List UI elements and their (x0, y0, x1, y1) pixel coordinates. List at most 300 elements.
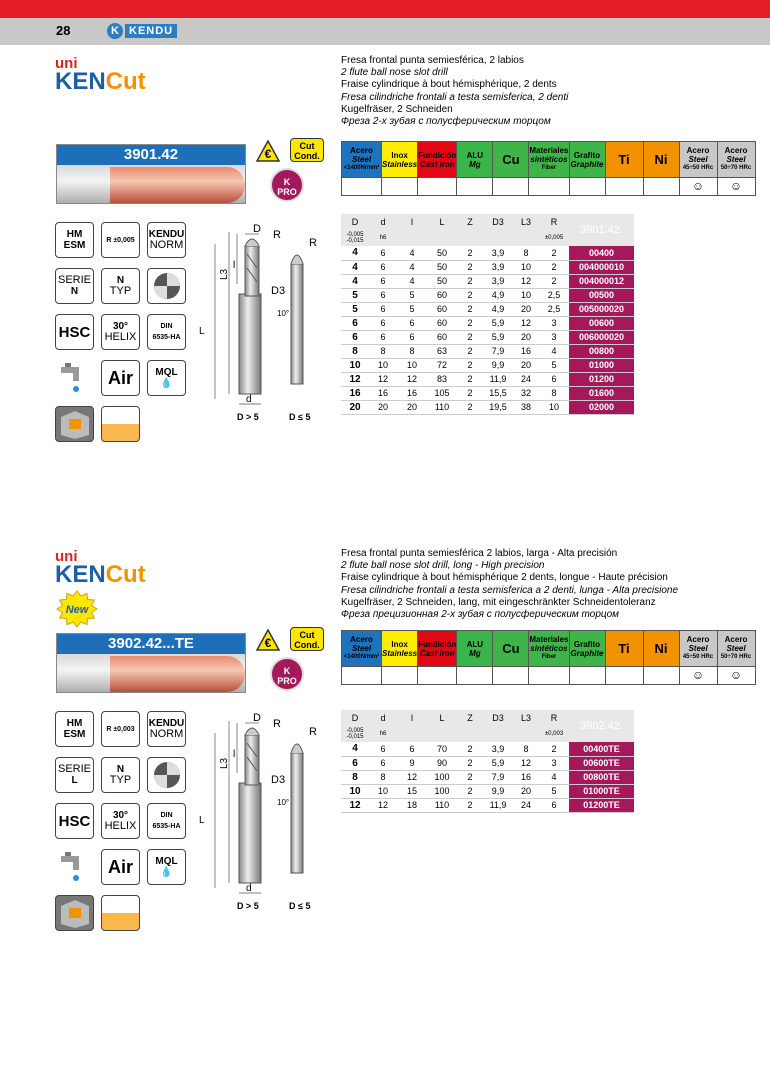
mql-icon-text: MQL (155, 856, 178, 867)
tolerance-d (341, 726, 369, 742)
tol-d-lower: -0,015 (346, 734, 364, 740)
dim-value: 10 (397, 358, 427, 372)
hm-esm-icon (55, 711, 94, 747)
svg-text:D: D (253, 224, 261, 235)
dim-header-d: d (369, 214, 397, 230)
radius-tolerance-icon-text: R ±0,005 (106, 236, 135, 244)
material-subname: Cast iron (419, 159, 455, 169)
svg-text:D ≤ 5: D ≤ 5 (289, 412, 311, 422)
svg-text:L: L (199, 815, 205, 826)
description-line: 2 flute ball nose slot drill (341, 67, 448, 79)
dim-value: 90 (427, 756, 457, 770)
suitability-cell (382, 667, 418, 685)
helix-icon-text: HELIX (104, 331, 137, 343)
workpiece-icon (55, 895, 94, 931)
hm-esm-icon-text: ESM (63, 240, 86, 251)
finish-level-icon (101, 406, 140, 442)
dim-value: 72 (427, 358, 457, 372)
dim-value: 6 (539, 798, 569, 812)
article-code[interactable]: 01200 (569, 372, 634, 386)
article-code[interactable]: 00600 (569, 316, 634, 330)
table-row (341, 316, 634, 330)
material-name: Acero (724, 635, 748, 644)
hm-esm-icon (55, 222, 94, 258)
material-cell (342, 142, 382, 178)
kendu-norm-icon-text: KENDU (148, 229, 185, 240)
material-cell (529, 631, 569, 667)
dim-value: 6 (369, 330, 397, 344)
dim-value: 2,5 (539, 302, 569, 316)
suitability-row (342, 178, 756, 196)
dim-value: 15,5 (483, 386, 513, 400)
material-name: Inox (391, 639, 408, 649)
tool-tip-coating (110, 656, 245, 692)
typ-icon-text: TYP (109, 774, 132, 786)
material-name: Ni (654, 152, 668, 167)
dim-header-d3: D3 (483, 214, 513, 230)
dim-header-r: R (539, 214, 569, 230)
din-icon-text: 6535-HA (152, 823, 181, 830)
finish-level-icon (101, 895, 140, 931)
kendu-logo-text: KENDU (125, 24, 177, 38)
dim-value: 2 (457, 784, 483, 798)
dim-value: 105 (427, 386, 457, 400)
dim-value: 16 (513, 344, 539, 358)
material-subname: Mg (469, 648, 481, 658)
material-name: Inox (391, 150, 408, 160)
material-cell (418, 142, 457, 178)
svg-text:L3: L3 (219, 757, 230, 769)
dim-value: 4,9 (483, 302, 513, 316)
dim-value: 3 (539, 330, 569, 344)
air-icon-text: Air (107, 367, 133, 388)
dimensions-header (341, 214, 634, 246)
dim-value: 100 (427, 784, 457, 798)
dim-value: 6 (369, 756, 397, 770)
table-code-header: 3901.42. (569, 214, 634, 246)
euro-price-icon (256, 140, 280, 162)
dim-value: 2 (457, 798, 483, 812)
brand-main (55, 68, 146, 95)
brand-unikencut (55, 550, 146, 586)
material-spec: <1400N/mm² (343, 654, 380, 660)
article-code[interactable]: 005000020 (569, 302, 634, 316)
article-code[interactable]: 00800TE (569, 770, 634, 784)
article-code[interactable]: 01200TE (569, 798, 634, 812)
tolerance-empty (513, 726, 539, 742)
table-row (341, 274, 634, 288)
svg-text:R: R (309, 726, 317, 738)
dim-value: 12 (341, 372, 369, 386)
dim-value: 20 (513, 358, 539, 372)
tol-d-upper: -0,005 (346, 728, 364, 734)
material-spec: 50÷70 HRc (720, 654, 752, 660)
typ-icon-text: N (116, 275, 125, 286)
radius-tolerance-icon-text: R ±0,003 (106, 725, 135, 733)
mql-drop-icon: 💧 (160, 378, 173, 389)
dim-value: 63 (427, 344, 457, 358)
material-name: Fundición (418, 639, 457, 649)
material-cell (605, 142, 643, 178)
svg-text:R: R (309, 237, 317, 249)
tool-dimension-drawing (195, 713, 325, 923)
new-badge (56, 590, 98, 628)
table-row (341, 742, 634, 756)
dim-value: 20 (513, 784, 539, 798)
material-name: Grafito (573, 150, 601, 160)
dim-value: 83 (427, 372, 457, 386)
kpro-line1: K (283, 177, 291, 187)
dim-value: 16 (513, 770, 539, 784)
table-row (341, 246, 634, 260)
dimensions-body (341, 742, 634, 812)
material-cell (382, 631, 418, 667)
article-code[interactable]: 01000TE (569, 784, 634, 798)
tolerance-empty (483, 726, 513, 742)
article-code[interactable]: 006000020 (569, 330, 634, 344)
serie-icon-text: SERIE (57, 274, 91, 286)
description-line: 2 flute ball nose slot drill, long - High precision (341, 560, 545, 572)
product-section-1 (0, 52, 770, 532)
hsc-icon-text: HSC (58, 323, 91, 341)
dim-value: 4 (539, 770, 569, 784)
mql-icon-text: MQL (155, 367, 178, 378)
material-cell (457, 142, 493, 178)
kendu-norm-icon-text: NORM (149, 239, 184, 251)
suitability-cell (529, 178, 569, 196)
table-row (341, 400, 634, 414)
dim-value: 2 (457, 274, 483, 288)
kendu-logo-icon: K (107, 23, 123, 39)
suitability-cell (493, 178, 529, 196)
dim-value: 6 (369, 246, 397, 260)
svg-text:L3: L3 (219, 268, 230, 280)
dim-header-r: R (539, 710, 569, 726)
dim-value: 110 (427, 400, 457, 414)
dim-value: 4 (341, 274, 369, 288)
header-row (341, 710, 634, 726)
serie-icon (55, 268, 94, 304)
material-name: Cu (502, 641, 520, 656)
article-code[interactable]: 00400 (569, 246, 634, 260)
svg-text:L: L (199, 326, 205, 337)
description-line: Fresa cilindriche frontali a testa semisferica a 2 denti, lunga - Alta precisione (341, 584, 679, 596)
article-code[interactable]: 00600TE (569, 756, 634, 770)
hm-esm-icon-text: HM (66, 229, 83, 240)
svg-text:D3: D3 (271, 285, 286, 297)
tolerance-d (341, 230, 369, 246)
svg-text:10°: 10° (277, 309, 290, 318)
description-line: Kugelfräser, 2 Schneiden, lang, mit eingeschränkter Schneidentoleranz (341, 596, 656, 608)
hsc-icon (55, 803, 94, 839)
dim-value: 110 (427, 798, 457, 812)
dim-value: 60 (427, 302, 457, 316)
dim-header-z: Z (457, 214, 483, 230)
dim-value: 24 (513, 798, 539, 812)
article-code[interactable]: 02000 (569, 400, 634, 414)
tool-image (57, 654, 245, 693)
dim-value: 12 (513, 316, 539, 330)
tool-tip-coating (110, 167, 245, 203)
din-icon (147, 314, 186, 350)
dim-value: 2 (457, 742, 483, 756)
dim-value: 3 (539, 756, 569, 770)
product-code-box (56, 633, 246, 693)
description-line: Фреза 2-х зубая с полусферическим торцом (341, 116, 551, 128)
material-cell (605, 631, 643, 667)
table-row (341, 770, 634, 784)
dim-value: 2 (457, 330, 483, 344)
dim-value: 6 (369, 302, 397, 316)
dim-value: 12 (369, 372, 397, 386)
tol-d-lower: -0,015 (346, 238, 364, 244)
product-code: 3902.42...TE (57, 634, 245, 654)
materials-table (341, 630, 756, 685)
suitability-row (342, 667, 756, 685)
material-subname: Graphite (570, 648, 604, 658)
dim-value: 18 (397, 798, 427, 812)
material-cell (457, 631, 493, 667)
svg-text:D ≤ 5: D ≤ 5 (289, 901, 311, 911)
table-row (341, 756, 634, 770)
description-line: Fraise cylindrique à bout hémisphérique, 2 dents (341, 79, 557, 91)
tolerance-empty (397, 230, 427, 246)
dim-value: 50 (427, 260, 457, 274)
dim-value: 2 (457, 386, 483, 400)
tolerance-r: ±0,005 (539, 230, 569, 246)
radius-tolerance-icon (101, 222, 140, 258)
dim-value: 6 (341, 756, 369, 770)
material-spec: 50÷70 HRc (720, 165, 752, 171)
dim-value: 11,9 (483, 372, 513, 386)
material-subname: Graphite (570, 159, 604, 169)
material-spec: 45÷50 HRc (682, 654, 714, 660)
svg-text:D3: D3 (271, 774, 286, 786)
cut-conditions-badge[interactable] (290, 138, 324, 162)
k-pro-badge (270, 168, 304, 202)
hsc-icon (55, 314, 94, 350)
table-row (341, 798, 634, 812)
dim-value: 6 (369, 316, 397, 330)
material-name: Acero (686, 146, 710, 155)
dim-value: 50 (427, 246, 457, 260)
material-name: Acero (350, 635, 373, 644)
cut-cond-line1: Cut (299, 141, 315, 151)
material-cell (493, 631, 529, 667)
feature-icons (55, 711, 185, 951)
article-code[interactable]: 01000 (569, 358, 634, 372)
din-icon (147, 803, 186, 839)
tolerance-shank: h6 (369, 230, 397, 246)
description-line: Fraise cylindrique à bout hémisphérique 2 dents, longue - Haute précision (341, 572, 668, 584)
hm-esm-icon-text: ESM (63, 729, 86, 740)
article-code[interactable]: 01600 (569, 386, 634, 400)
typ-icon (101, 757, 140, 793)
article-code[interactable]: 004000010 (569, 260, 634, 274)
coolant-tap-icon (55, 849, 94, 885)
dimensions-body (341, 246, 634, 414)
dim-value: 4 (539, 344, 569, 358)
new-badge-text: New (65, 604, 89, 616)
suitability-cell (569, 178, 605, 196)
dim-header-l: l (397, 710, 427, 726)
dim-value: 2 (457, 358, 483, 372)
header-row (341, 214, 634, 230)
svg-text:D > 5: D > 5 (237, 412, 259, 422)
helix-icon (101, 314, 140, 350)
material-cell (529, 142, 569, 178)
cross-section-icon (147, 268, 186, 304)
description-line: Fresa cilindriche frontali a testa semisferica, 2 denti (341, 91, 569, 103)
radius-tolerance-icon (101, 711, 140, 747)
tolerance-empty (457, 726, 483, 742)
brand-uni: uni (55, 55, 78, 72)
material-spec: Fiber (541, 654, 557, 660)
dim-value: 5 (341, 288, 369, 302)
dim-value: 6 (539, 372, 569, 386)
dim-value: 6 (341, 316, 369, 330)
material-cell (717, 631, 755, 667)
material-subname: Steel (688, 155, 708, 164)
dim-value: 5 (341, 302, 369, 316)
dim-value: 100 (427, 770, 457, 784)
dim-header-l3: L3 (513, 214, 539, 230)
dim-value: 15 (397, 784, 427, 798)
helix-icon-text: 30° (112, 321, 129, 332)
suitability-cell (569, 667, 605, 685)
dim-value: 12 (397, 770, 427, 784)
dim-value: 5 (539, 358, 569, 372)
material-subname: Stainless (382, 159, 418, 169)
material-cell (679, 142, 717, 178)
dim-value: 7,9 (483, 344, 513, 358)
table-row (341, 302, 634, 316)
dim-value: 10 (369, 784, 397, 798)
dim-value: 2,5 (539, 288, 569, 302)
dim-value: 19,5 (483, 400, 513, 414)
serie-icon (55, 757, 94, 793)
dim-header-l: L (427, 214, 457, 230)
brand-uni: uni (55, 548, 78, 565)
suitability-cell: ☺ (717, 667, 755, 685)
dim-value: 12 (341, 798, 369, 812)
suitability-cell (457, 178, 493, 196)
dim-value: 5,9 (483, 756, 513, 770)
dim-value: 20 (397, 400, 427, 414)
suitability-cell (418, 667, 457, 685)
serie-icon-text: L (71, 775, 78, 786)
cut-conditions-badge[interactable] (290, 627, 324, 651)
dim-value: 8 (341, 344, 369, 358)
table-row (341, 358, 634, 372)
table-code-header: 3902.42. (569, 710, 634, 742)
material-name: ALU (466, 150, 484, 160)
kendu-norm-icon (147, 711, 186, 747)
tolerance-shank: h6 (369, 726, 397, 742)
dim-value: 8 (513, 246, 539, 260)
table-row (341, 288, 634, 302)
air-icon (101, 849, 140, 885)
dim-value: 10 (369, 358, 397, 372)
dim-value: 24 (513, 372, 539, 386)
suitability-cell: ☺ (679, 178, 717, 196)
serie-icon-text: N (70, 286, 79, 297)
dim-value: 4 (397, 260, 427, 274)
brand-main (55, 561, 146, 588)
tool-dimension-drawing (195, 224, 325, 434)
svg-text:d: d (246, 883, 252, 894)
dim-value: 10 (513, 288, 539, 302)
suitability-cell: ☺ (679, 667, 717, 685)
svg-text:D > 5: D > 5 (237, 901, 259, 911)
product-section-2 (0, 545, 770, 1025)
dim-value: 2 (539, 260, 569, 274)
material-subname: Steel (351, 155, 372, 164)
dim-value: 10 (341, 784, 369, 798)
dim-value: 6 (369, 742, 397, 756)
dim-value: 8 (397, 344, 427, 358)
dim-value: 3,9 (483, 274, 513, 288)
suitability-cell (418, 178, 457, 196)
top-red-bar (0, 0, 770, 18)
table-row (341, 784, 634, 798)
cut-cond-line2: Cond. (294, 151, 320, 161)
air-icon-text: Air (107, 856, 133, 877)
material-cell (418, 631, 457, 667)
helix-icon-text: HELIX (104, 820, 137, 832)
brand-unikencut (55, 57, 146, 93)
tol-d-upper: -0,005 (346, 232, 364, 238)
suitability-cell (342, 667, 382, 685)
description-line: Fresa frontal punta semiesférica 2 labios, larga - Alta precisión (341, 548, 618, 559)
article-code[interactable]: 00500 (569, 288, 634, 302)
dim-value: 5,9 (483, 330, 513, 344)
dim-header-d3: D3 (483, 710, 513, 726)
dim-value: 12 (369, 798, 397, 812)
dim-value: 4,9 (483, 288, 513, 302)
dim-value: 6 (397, 742, 427, 756)
tolerance-empty (457, 230, 483, 246)
dim-value: 6 (369, 288, 397, 302)
suitability-cell (643, 178, 679, 196)
suitability-cell (382, 178, 418, 196)
mql-drop-icon: 💧 (160, 867, 173, 878)
dim-value: 6 (369, 274, 397, 288)
dim-value: 2 (457, 372, 483, 386)
dim-value: 6 (397, 316, 427, 330)
dim-value: 9,9 (483, 358, 513, 372)
cross-section-icon (147, 757, 186, 793)
product-description (341, 548, 678, 621)
suitability-cell (605, 178, 643, 196)
dim-value: 2 (457, 288, 483, 302)
brand-ken: KEN (55, 561, 106, 588)
typ-icon-text: TYP (109, 285, 132, 297)
article-code[interactable]: 004000012 (569, 274, 634, 288)
material-cell (717, 142, 755, 178)
cut-cond-line2: Cond. (294, 640, 320, 650)
dim-value: 50 (427, 274, 457, 288)
mql-icon (147, 360, 186, 396)
article-code[interactable]: 00400TE (569, 742, 634, 756)
typ-icon-text: N (116, 764, 125, 775)
article-code[interactable]: 00800 (569, 344, 634, 358)
material-name: Acero (686, 635, 710, 644)
dim-value: 70 (427, 742, 457, 756)
kendu-norm-icon-text: KENDU (148, 718, 185, 729)
dim-value: 3 (539, 316, 569, 330)
dim-value: 16 (397, 386, 427, 400)
